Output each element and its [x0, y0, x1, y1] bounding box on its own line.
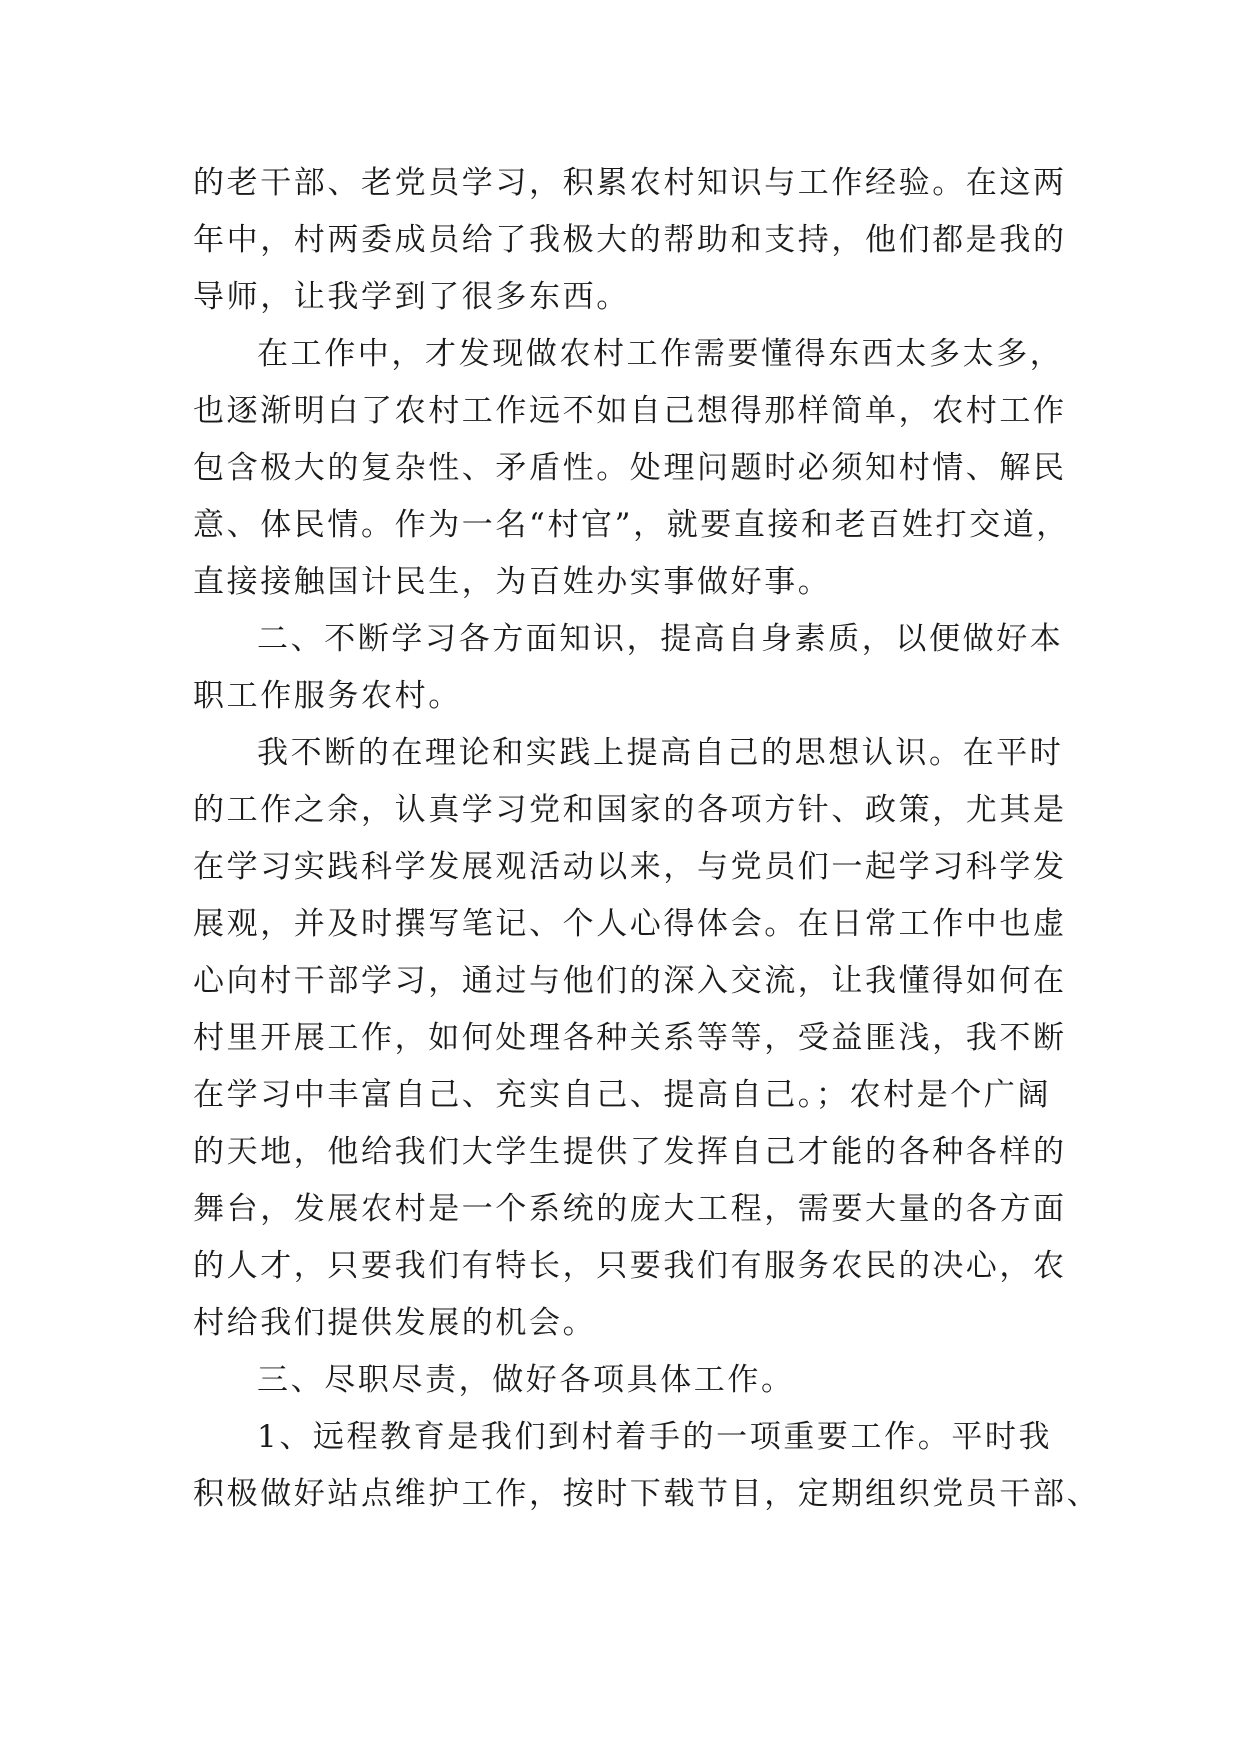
paragraph-start-line: 1、远程教育是我们到村着手的一项重要工作。平时我: [257, 1419, 1053, 1455]
section-heading-line: 二、不断学习各方面知识，提高自身素质，以便做好本: [257, 621, 1064, 657]
text-line: 的人才，只要我们有特长，只要我们有服务农民的决心，农: [193, 1248, 1067, 1284]
text-line: 直接接触国计民生，为百姓办实事做好事。: [193, 564, 832, 600]
text-line: 村里开展工作，如何处理各种关系等等，受益匪浅，我不断: [193, 1020, 1067, 1056]
text-line: 在学习中丰富自己、充实自己、提高自己。；农村是个广阔: [193, 1077, 1052, 1113]
paragraph-start-line: 我不断的在理论和实践上提高自己的思想认识。在平时: [257, 735, 1064, 771]
text-line: 心向村干部学习，通过与他们的深入交流，让我懂得如何在: [193, 963, 1067, 999]
text-line: 的老干部、老党员学习，积累农村知识与工作经验。在这两: [193, 165, 1067, 201]
text-line: 村给我们提供发展的机会。: [193, 1305, 597, 1341]
section-heading-line: 三、尽职尽责，做好各项具体工作。: [257, 1362, 795, 1398]
text-line: 包含极大的复杂性、矛盾性。处理问题时必须知村情、解民: [193, 450, 1067, 486]
text-line: 年中，村两委成员给了我极大的帮助和支持，他们都是我的: [193, 222, 1067, 258]
text-line: 在学习实践科学发展观活动以来，与党员们一起学习科学发: [193, 849, 1067, 885]
text-line: 导师，让我学到了很多东西。: [193, 279, 630, 315]
text-line: 积极做好站点维护工作，按时下载节目，定期组织党员干部、: [193, 1476, 1101, 1512]
text-line: 展观，并及时撰写笔记、个人心得体会。在日常工作中也虚: [193, 906, 1067, 942]
paragraph-start-line: 在工作中，才发现做农村工作需要懂得东西太多太多，: [257, 336, 1064, 372]
text-line: 的天地，他给我们大学生提供了发挥自己才能的各种各样的: [193, 1134, 1067, 1170]
text-line: 意、体民情。作为一名“村官”，就要直接和老百姓打交道，: [193, 507, 1070, 543]
text-line: 的工作之余，认真学习党和国家的各项方针、政策，尤其是: [193, 792, 1067, 828]
text-line: 舞台，发展农村是一个系统的庞大工程，需要大量的各方面: [193, 1191, 1067, 1227]
text-line: 职工作服务农村。: [193, 678, 462, 714]
body-text: [193, 155, 1101, 1523]
text-line: 也逐渐明白了农村工作远不如自己想得那样简单，农村工作: [193, 393, 1067, 429]
